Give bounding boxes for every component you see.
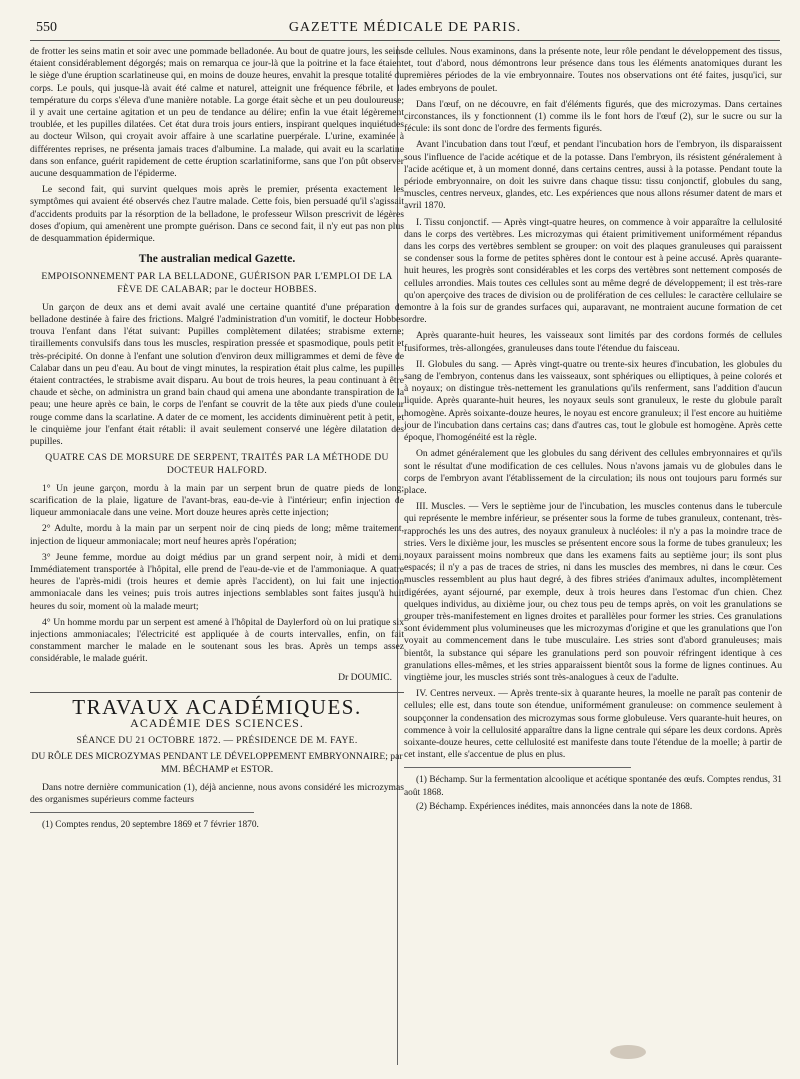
paragraph: Avant l'incubation dans tout l'œuf, et pendant l'incubation hors de l'embryon, ils disparaissent sous l'influence de l'acide acétique et de la potasse. Dans l'embryon, ils résistent généralement à l'acide acétique et, à un moment donné, dans certains centres, aussi à la potasse. Pendant toute la période embryonnaire, on doit les suivre dans chaque tissu: tissu conjonctif, globules du sang, muscles, centres nerveux, glandes, etc. Les expériences que nous allons résumer datent de mars et avril 1870. xyxy=(404,139,782,212)
journal-title: GAZETTE MÉDICALE DE PARIS. xyxy=(288,20,522,35)
page-number: 550 xyxy=(36,20,57,35)
paragraph: Après quarante-huit heures, les vaisseaux sont limités par des cordons formés de cellules fusiformes, très-allongées, granuleuses dans toute l'étendue du faisceau. xyxy=(404,330,782,354)
paragraph: Dans l'œuf, on ne découvre, en fait d'éléments figurés, que des microzymas. Dans certaines circonstances, ils y fonctionnent (1) comme ils le font hors de l'œuf (2), sur le sucre ou sur la fécule: ils sont donc de l'ordre des ferments figurés. xyxy=(404,98,782,135)
paragraph: IV. Centres nerveux. — Après trente-six à quarante heures, la moelle ne paraît pas contenir de cellules; elle est, dans toute son étendue, uniformément granuleuse: on commence seulement à soupçonner la condensation des microzymas sous forme globuleuse. Vers quarante-huit heures, on commence à voir la cellulosité apparaître dans la ligne centrale qui sépare les deux cordons. Après soixante-douze heures, cette cellulosité est manifeste dans toute l'étendue de la moelle; à partir de cet instant, elle s'accentue de plus en plus. xyxy=(404,688,782,761)
paragraph: I. Tissu conjonctif. — Après vingt-quatre heures, on commence à voir apparaître la cellulosité dans le corps des vertèbres. Les microzymas qui étaient primitivement uniformément répandus dans les corps des vertèbres semblent se grouper: on voit des plaques granuleuses qui paraissent se condenser sous la forme de petites sphères dont le contour est à peine accusé. Après quarante-huit heures, les progrès sont considérables et les corps des vertèbres sont nettement composés de cellules arrondies. Mais toutes ces cellules sont au même degré de développement; il est très-rare qu'on aperçoive des traces de division ou de prolifération de ces cellules: le caractère cellulaire se montre à la fois sur de grandes surfaces qui, auparavant, ne montraient aucune formation de cet ordre. xyxy=(404,216,782,326)
page-header xyxy=(30,18,780,41)
footnote: (1) Comptes rendus, 20 septembre 1869 et 7 février 1870. xyxy=(42,820,259,831)
paragraph: de cellules. Nous examinons, dans la présente note, leur rôle pendant le développement des tissus, et, tout d'abord, nous démontrons leur présence dans tous les éléments anatomiques durant les premières périodes de la vie embryonnaire. Toutes nos observations ont été faites, jusqu'ici, sur des embryons de poulet. xyxy=(404,46,782,94)
paragraph: III. Muscles. — Vers le septième jour de l'incubation, les muscles contenus dans le tubercule qui représente le membre inférieur, se présenter sous la forme de tubes granuleux, contenant, très-rapprochés les uns des autres, des noyaux granuleux à nucléoles: il n'y a pas la moindre trace de stries. Vers le dixième jour, les muscles se présentent encore sous la forme de tubes granuleux; les noyaux paraissent moins nombreux que dans les examens faits au septième jour; ils sont plus espacés; il n'y a pas de traces de stries, ni dans les muscles des membres, ni dans le cœur. Ces muscles ressemblent au plus haut degré, à des fibres striées d'animaux adultes, incomplètement digérées, ayant séjourné, par exemple, deux à trois heures dans l'estomac d'un chien. Chez quelques individus, au dixième jour, ou chez tous peu de temps après, on voit les granulations se grouper très-manifestement en lignes droites et parallèles pour former les stries. Ces granulations sont évidemment plus volumineuses que les microzymas d'origine et que les granulations que l'on voyait au commencement dans le tube musculaire. Les stries sont d'abord granuleuses; mais bientôt, la substance qui sépare les granulations perd son pouvoir réfringent identique à ces granulations elles-mêmes, et les stries apparaissent bientôt sous la forme de lignes continues. Au vingtième jour, les muscles striés sont très-analogues à ceux de l'adulte. xyxy=(404,501,782,683)
footnote: (1) Béchamp. Sur la fermentation alcoolique et acétique spontanée des œufs. Comptes rendus, 31 août 1868. xyxy=(404,775,782,798)
paragraph: On admet généralement que les globules du sang dérivent des cellules embryonnaires et qu'ils sont le résultat d'une modification de ces cellules. Nous n'avons jamais vu de globules dans le corps de l'embryon avant l'établissement de la circulation; ils nous ont toujours paru formés sur place. xyxy=(404,448,782,496)
section-heading: TRAVAUX ACADÉMIQUES. xyxy=(72,694,362,719)
case-item: 2° Adulte, mordu à la main par un serpent noir de cinq pieds de long; même traitement, injection de liqueur ammoniacale; mort neuf heures après l'opération; xyxy=(30,523,404,547)
left-column xyxy=(30,46,404,1069)
journal-heading: The australian medical Gazette. xyxy=(138,253,296,266)
ink-stamp-mark xyxy=(610,1045,646,1059)
footnote-rule xyxy=(30,812,254,813)
article-title: DU RÔLE DES MICROZYMAS PENDANT LE DÉVELOPPEMENT EMBRYONNAIRE; par MM. BÉCHAMP et ESTOR. xyxy=(31,751,403,775)
footnote-rule xyxy=(404,767,631,768)
right-column xyxy=(404,46,782,1069)
paragraph: Un garçon de deux ans et demi avait avalé une certaine quantité d'une préparation de belladone destinée à faire des frictions. Malgré l'administration d'un vomitif, le docteur Hobbes trouva l'enfant dans l'état suivant: Pupilles complètement dilatées; strabisme externe; tiraillements convulsifs dans tous les muscles, respiration pressée et spasmodique, pouls petit et très-précipité. On donne à l'enfant une solution d'environ deux milligrammes et demi de fève de Calabar dans un peu d'eau. Au bout de vingt minutes, la respiration était plus calme, les pupilles étaient contractées, le strabisme avait disparu. Au bout de trois heures, la peau continuant à être chaude et sèche, on administra un grand bain chaud qui amena une abondante transpiration de la peau; une heure après ce bain, le corps de l'enfant se couvrit de la tête aux pieds d'une couleur rouge comme dans la scarlatine. A dater de ce moment, les accidents diminuèrent petit à petit, et le cinquième jour l'enfant était rétabli: il avait seulement conservé une légère dilatation des pupilles. xyxy=(30,301,404,448)
section-title: QUATRE CAS DE MORSURE DE SERPENT, TRAITÉS PAR LA MÉTHODE DU DOCTEUR HALFORD. xyxy=(45,452,389,476)
paragraph: de frotter les seins matin et soir avec une pommade belladonée. Au bout de quatre jours, les seins étaient considérablement dégorgés; mais on remarqua ce jour-là que la poitrine et la face étaient le siège d'une éruption scarlatineuse qui, en moins de douze heures, envahit la presque totalité du corps. Le pouls, qui jusque-là avait été calme et naturel, atteignit une fréquence fébrile, et la température du corps s'éleva d'une manière notable. La gorge était sèche et un peu douloureuse; il y avait une certaine agitation et un peu de tendance au délire; enfin la vue était légèrement troublée, et les pupilles dilatées. Cet état dura trois jours entiers, inspirant quelques inquiétudes au docteur Wilson, qui croyait avoir affaire à une scarlatine puerpérale. L'urine, examinée à différentes reprises, ne présenta jamais traces d'albumine. La malade, qui avait eu la scarlatine dans son enfance, guérit rapidement de cette éruption scarlatiniforme, sans que l'on pût observer aucune desquammation de l'épiderme. xyxy=(30,46,404,180)
case-item: 3° Jeune femme, mordue au doigt médius par un grand serpent noir, à midi et demi. Immédiatement transportée à l'hôpital, elle prend de l'eau-de-vie et de l'ammoniaque. A quatre heures de l'après-midi (trois heures et demie après l'accident), on lui fait une injection ammoniacale dans les veines; puis trois autres injections semblables sont faites jusqu'à huit heures du soir, moment où la malade meurt; xyxy=(30,551,404,612)
case-item: 1° Un jeune garçon, mordu à la main par un serpent brun de quatre pieds de long; scarification de la plaie, ligature de l'avant-bras, eau-de-vie à l'intérieur; enfin injection de liqueur ammoniacale dans une veine. Mort douze heures après cette injection; xyxy=(30,482,404,519)
session-line: SÉANCE DU 21 OCTOBRE 1872. — PRÉSIDENCE DE M. FAYE. xyxy=(76,735,358,747)
divider xyxy=(30,692,404,693)
footnote: (2) Béchamp. Expériences inédites, mais annoncées dans la note de 1868. xyxy=(416,801,693,812)
paragraph: Dans notre dernière communication (1), déjà ancienne, nous avons considéré les microzymas des organismes supérieurs comme facteurs xyxy=(30,781,404,805)
subsection-heading: ACADÉMIE DES SCIENCES. xyxy=(130,715,304,730)
case-item: 4° Un homme mordu par un serpent est amené à l'hôpital de Daylerford où on lui pratique six injections ammoniacales; l'électricité est appliquée à de courts intervalles, enfin, on fait constamment marcher le malade en le soutenant sous les bras. Après un temps assez considérable, le malade guérit. xyxy=(30,616,404,665)
paragraph: Le second fait, qui survint quelques mois après le premier, présenta exactement les symptômes qui avaient été observés chez l'autre malade. Cette fois, bien persuadé qu'il s'agissait d'accidents produits par la résorption de la belladone, le professeur Wilson prescrivit de légères doses d'opium, qui amenèrent une prompte guérison. Dans ce second fait, il n'y eut pas non plus de desquammation épidermique. xyxy=(30,184,404,245)
paragraph: II. Globules du sang. — Après vingt-quatre ou trente-six heures d'incubation, les globules du sang de l'embryon, contenus dans les vaisseaux, sont sphériques ou elliptiques, à peine colorés et à noyaux; on distingue très-nettement les granulations qu'ils renferment, sans l'addition d'aucun liquide. Après quarante-huit heures, les noyaux seuls sont granuleux, le reste du globule paraît homogène. Après soixante-douze heures, le noyau est encore granuleux; il l'est encore au huitième jour de l'incubation dans certains cas; dans d'autres cas, tout le globule est homogène. Après cette époque, l'homogénéité est la règle. xyxy=(404,358,782,444)
section-title: EMPOISONNEMENT PAR LA BELLADONE, GUÉRISON PAR L'EMPLOI DE LA FÈVE DE CALABAR; par le docteur HOBBES. xyxy=(41,271,393,295)
signature: Dr DOUMIC. xyxy=(338,671,392,683)
